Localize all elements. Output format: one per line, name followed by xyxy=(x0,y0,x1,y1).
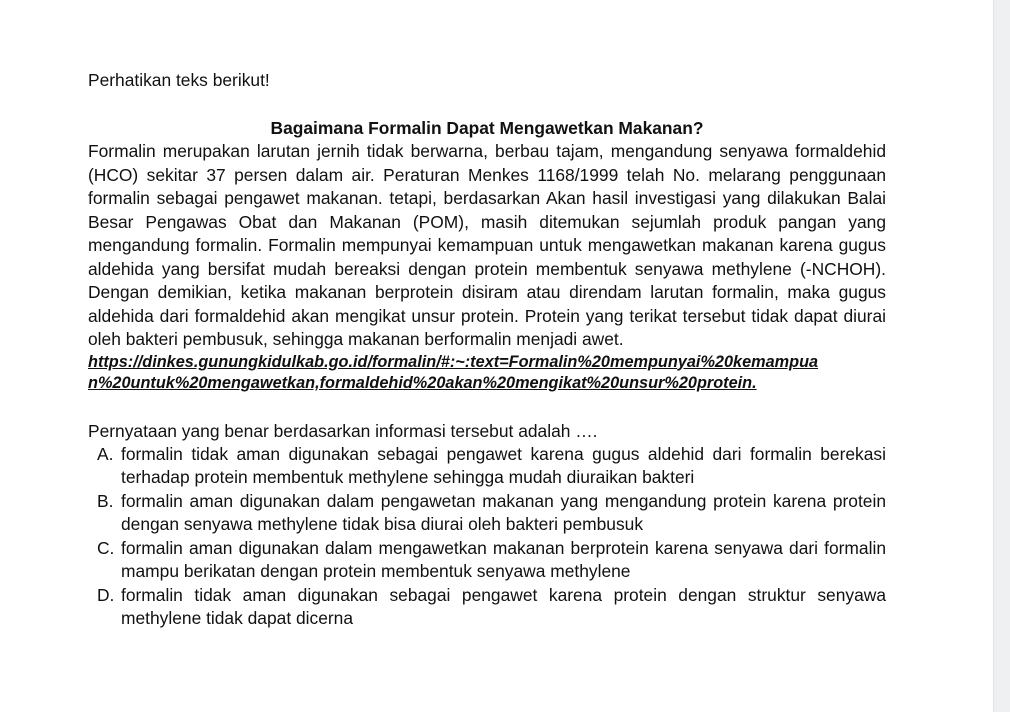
option-a[interactable] xyxy=(88,443,886,490)
option-text: formalin aman digunakan dalam pengawetan makanan yang mengandung protein karena protein dengan senyawa methylene tidak bisa diurai oleh bakteri pembusuk xyxy=(121,490,886,534)
option-letter: C. xyxy=(97,537,115,558)
document-content xyxy=(88,68,886,631)
intro-text: Perhatikan teks berikut! xyxy=(88,70,270,90)
scrollbar[interactable] xyxy=(993,0,1010,712)
article-paragraph xyxy=(88,140,886,395)
option-text: formalin tidak aman digunakan sebagai pengawet karena protein dengan struktur senyawa methylene tidak dapat dicerna xyxy=(121,584,886,628)
article-body: Formalin merupakan larutan jernih tidak berwarna, berbau tajam, mengandung senyawa formaldehid (HCO) sekitar 37 persen dalam air. Peraturan Menkes 1168/1999 telah No. melarang penggunaan formalin sebagai pengawet makanan. tetapi, berdasarkan Akan hasil investigasi yang dilakukan Balai Besar Pengawas Obat dan Makanan (POM), masih ditemukan sejumlah produk pangan yang mengandung formalin. Formalin mempunyai kemampuan untuk mengawetkan makanan karena gugus aldehida yang bersifat mudah bereaksi dengan protein membentuk senyawa methylene (-NCHOH). Dengan demikian, ketika makanan berprotein disiram atau direndam larutan formalin, maka gugus aldehida dari formaldehid akan mengikat unsur protein. Protein yang terikat tersebut tidak dapat diurai oleh bakteri pembusuk, sehingga makanan berformalin menjadi awet. xyxy=(88,141,886,349)
option-b[interactable] xyxy=(88,490,886,537)
answer-options xyxy=(88,443,886,631)
option-letter: D. xyxy=(97,584,115,605)
article-title: Bagaimana Formalin Dapat Mengawetkan Makanan? xyxy=(270,118,704,138)
source-link[interactable]: https://dinkes.gunungkidulkab.go.id/formalin/#:~:text=Formalin%20mempunyai%20kemampuan%20untuk%20mengawetkan,formaldehid%20akan%20mengikat%20unsur%20protein. xyxy=(88,352,819,392)
option-d[interactable] xyxy=(88,584,886,631)
option-letter: B. xyxy=(97,490,114,511)
option-text: formalin aman digunakan dalam mengawetkan makanan berprotein karena senyawa dari formalin mampu berikatan dengan protein membentuk senyawa methylene xyxy=(121,537,886,581)
option-letter: A. xyxy=(97,443,114,464)
option-c[interactable] xyxy=(88,537,886,584)
option-text: formalin tidak aman digunakan sebagai pengawet karena gugus aldehid dari formalin berekasi terhadap protein membentuk methylene sehingga mudah diuraikan bakteri xyxy=(121,443,886,487)
question-text: Pernyataan yang benar berdasarkan informasi tersebut adalah …. xyxy=(88,420,598,441)
